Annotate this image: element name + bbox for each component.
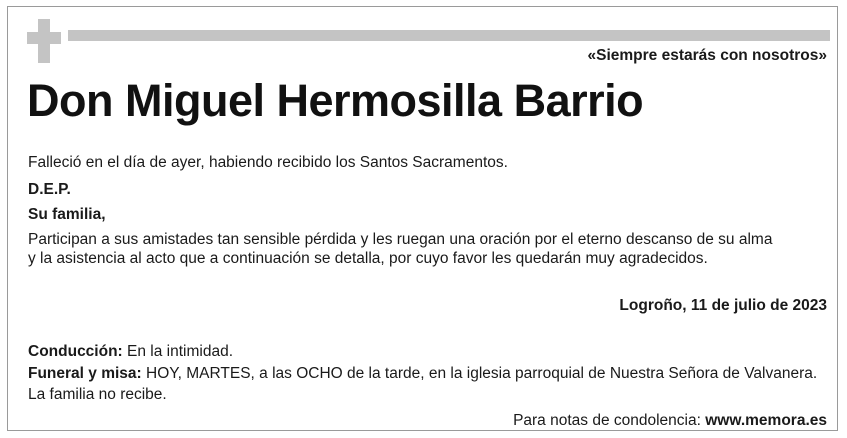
dep-text: D.E.P.	[28, 181, 71, 198]
body-line-2: y la asistencia al acto que a continuación se detalla, por cuyo favor les quedarán muy agradecidos.	[28, 250, 708, 267]
conduccion-label: Conducción:	[28, 343, 123, 360]
condolence-line	[513, 412, 827, 430]
funeral-value: HOY, MARTES, a las OCHO de la tarde, en la iglesia parroquial de Nuestra Señora de Valvanera.	[141, 365, 818, 382]
intro-text: Falleció en el día de ayer, habiendo recibido los Santos Sacramentos.	[28, 154, 508, 171]
funeral-line	[28, 364, 817, 383]
deceased-name: Don Miguel Hermosilla Barrio	[27, 75, 644, 126]
header-rule	[68, 30, 830, 41]
cross-icon	[27, 19, 61, 63]
conduccion-line	[28, 342, 233, 361]
condolence-link[interactable]: www.memora.es	[705, 412, 827, 429]
place-date: Logroño, 11 de julio de 2023	[619, 297, 827, 314]
conduccion-value: En la intimidad.	[122, 343, 233, 360]
family-heading: Su familia,	[28, 206, 106, 223]
funeral-label: Funeral y misa:	[28, 365, 142, 382]
condolence-label: Para notas de condolencia:	[513, 412, 706, 429]
body-line-1: Participan a sus amistades tan sensible pérdida y les ruegan una oración por el eterno descanso de su alma	[28, 231, 773, 248]
motto: «Siempre estarás con nosotros»	[587, 47, 827, 64]
obituary-card	[7, 6, 838, 431]
no-recibe-text: La familia no recibe.	[28, 386, 167, 403]
